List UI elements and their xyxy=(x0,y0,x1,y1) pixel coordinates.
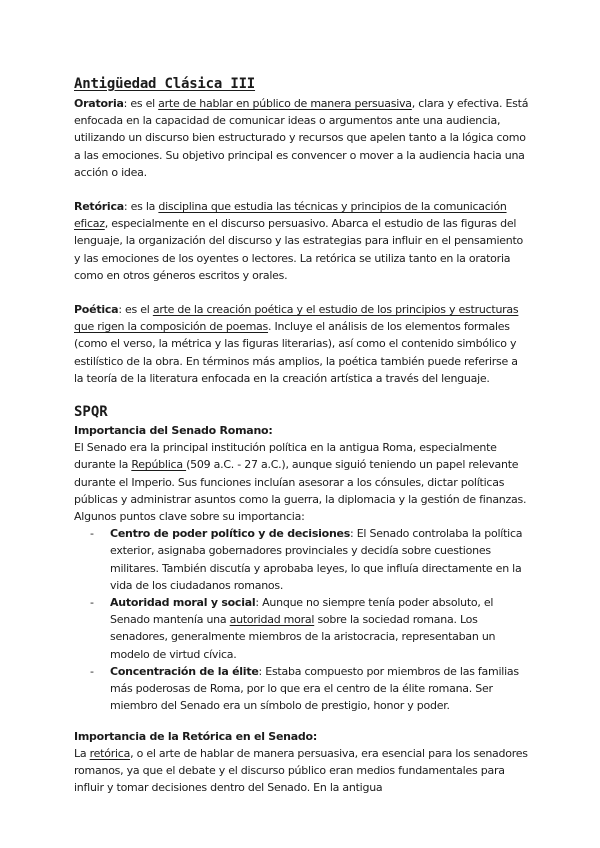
retorica-senado-subheading: Importancia de la Retórica en el Senado: xyxy=(74,729,318,743)
spqr-heading: SPQR xyxy=(74,404,108,421)
autoridad-moral-link: autoridad moral xyxy=(229,613,315,627)
retorica-paragraph: Retórica: es la disciplina que estudia las técnicas y principios de la comunicación eficaz, especialmente en el discurso persuasivo. Abarca el estudio de las figuras del lenguaje, la organización del discurso y las estrategias para influir en el pensamiento y las emociones de los oyentes o lectores. La retórica se utiliza tanto en la oratoria como en otros géneros escritos y orales. xyxy=(74,200,524,282)
list-item: - Autoridad moral y social: Aunque no siempre tenía poder absoluto, el Senado mantenía una autoridad moral sobre la sociedad romana. Los senadores, generalmente miembros de la aristocracia, representaban un modelo de virtud cívica. xyxy=(90,596,496,661)
dash-bullet: - xyxy=(90,527,94,541)
document-page xyxy=(74,76,530,796)
poetica-definition-link: arte de la creación poética y el estudio de los principios y estructuras que rigen la composición de poemas xyxy=(74,303,519,334)
oratoria-term: Oratoria xyxy=(74,97,124,110)
retorica-term: Retórica xyxy=(74,200,124,214)
poetica-term: Poética xyxy=(74,303,119,317)
retorica-link: retórica xyxy=(89,746,131,760)
list-item: - Concentración de la élite: Estaba compuesto por miembros de las familias más poderosas de Roma, por lo que era el centro de la élite romana. Ser miembro del Senado era un símbolo de prestigio, honor y poder. xyxy=(90,664,519,713)
page-title: Antigüedad Clásica III xyxy=(74,76,256,92)
dash-bullet: - xyxy=(90,596,94,610)
poetica-paragraph: Poética: es el arte de la creación poética y el estudio de los principios y estructuras que rigen la composición de poemas. Incluye el análisis de los elementos formales (como el verso, la métrica y las figuras literarias), así como el contenido simbólico y estilístico de la obra. En términos más amplios, la poética también puede referirse a la teoría de la literatura enfocada en la creación artística a través del lenguaje. xyxy=(74,303,519,385)
senado-paragraph: El Senado era la principal institución política en la antigua Roma, especialmente durante la República (509 a.C. - 27 a.C.), aunque siguió teniendo un papel relevante durante el Imperio. Sus funciones incluían asesorar a los cónsules, dictar políticas públicas y administrar asuntos como la guerra, la diplomacia y la gestión de finanzas. xyxy=(74,441,527,506)
retorica-definition-link: disciplina que estudia las técnicas y principios de la comunicación eficaz xyxy=(74,200,507,231)
list-item: - Centro de poder político y de decisiones: El Senado controlaba la política exterior, asignaba gobernadores provinciales y decidía sobre cuestiones militares. También discutía y aprobaba leyes, lo que influía directamente en la vida de los ciudadanos romanos. xyxy=(90,527,523,592)
senado-subheading: Importancia del Senado Romano: xyxy=(74,424,273,438)
oratoria-definition-link: arte de hablar en público de manera persuasiva xyxy=(158,97,412,110)
dash-bullet: - xyxy=(90,664,94,678)
senado-bullet-list xyxy=(74,525,530,714)
retorica-senado-paragraph: La retórica, o el arte de hablar de manera persuasiva, era esencial para los senadores romanos, ya que el debate y el discurso público eran medios fundamentales para influir y tomar decisiones dentro del Senado. En la antigua xyxy=(74,746,528,795)
republica-link: República xyxy=(131,458,187,472)
senado-intro: Algunos puntos clave sobre su importancia: xyxy=(74,510,305,524)
oratoria-paragraph: Oratoria: es el arte de hablar en público de manera persuasiva, clara y efectiva. Está enfocada en la capacidad de comunicar ideas o argumentos ante una audiencia, utilizando un discurso bien estructurado y recursos que apelen tanto a la lógica como a las emociones. Su objetivo principal es convencer o mover a la audiencia hacia una acción o idea. xyxy=(74,97,529,179)
